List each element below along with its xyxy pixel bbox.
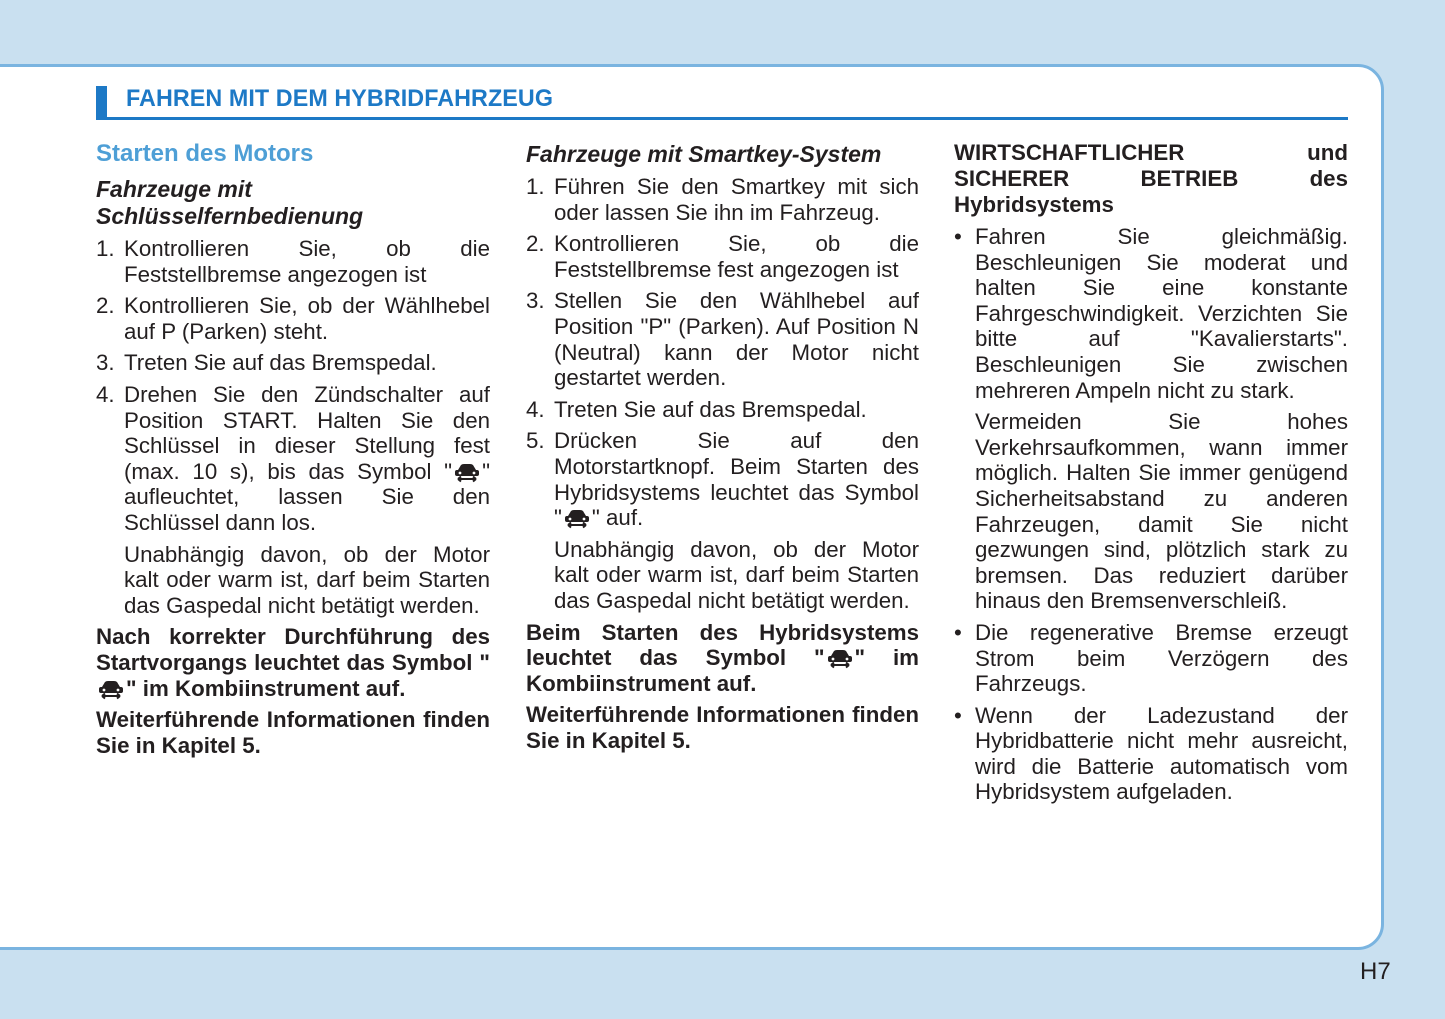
list-item: 4. Treten Sie auf das Bremspedal. (526, 396, 867, 422)
list-item: • Fahren Sie gleichmäßig. Beschleunigen Sie moderat und halten Sie eine konstante Fahrgeschwindigkeit. Verzichten Sie bitte auf "Kavalierstarts". Beschleunigen Sie zwischen mehreren Ampeln nicht zu stark. (954, 224, 1348, 403)
hybrid-ready-car-icon (825, 647, 855, 669)
column-left (96, 140, 490, 764)
economy-bullets-more (954, 620, 1348, 805)
hybrid-ready-car-icon (562, 507, 592, 529)
list-item: 2. Kontrollieren Sie, ob die Feststellbremse fest angezogen ist (526, 231, 919, 282)
bold-paragraph: Beim Starten des Hybridsystems leuchtet das Symbol " " im Kombiinstrument auf. (526, 619, 919, 696)
list-item: • Wenn der Ladezustand der Hybridbatterie nicht mehr ausreicht, wird die Batterie automatisch vom Hybridsystem aufgeladen. (954, 702, 1348, 805)
column-right (954, 140, 1348, 811)
note-paragraph: Unabhängig davon, ob der Motor kalt oder warm ist, darf beim Starten das Gaspedal nicht betätigt werden. (554, 536, 919, 613)
start-steps-list (96, 236, 490, 536)
bold-paragraph: Nach korrekter Durchführung des Startvorgangs leuchtet das Symbol "" im Kombiinstrument auf. (96, 624, 490, 701)
section-title: Starten des Motors (96, 140, 314, 167)
list-item: 2. Kontrollieren Sie, ob der Wählhebel auf P (Parken) steht. (96, 293, 490, 344)
list-item: 5. Drücken Sie auf den Motorstartknopf. Beim Starten des Hybridsystems leuchtet das Symbol " " auf. (526, 428, 919, 531)
hybrid-ready-car-icon (452, 461, 482, 483)
page-number: H7 (1360, 958, 1391, 985)
column-middle (526, 140, 919, 759)
economy-heading: WIRTSCHAFTLICHER und SICHERER BETRIEB des Hybridsystems (954, 140, 1348, 217)
note-paragraph: Vermeiden Sie hohes Verkehrsaufkommen, wann immer möglich. Halten Sie immer genügend Sicherheitsabstand zu anderen Fahrzeugen, damit Sie nicht gezwungen sind, plötzlich stark zu bremsen. Das reduziert darüber hinaus den Bremsenverschleiß. (975, 409, 1348, 614)
reference-paragraph: Weiterführende Informationen finden Sie in Kapitel 5. (96, 707, 490, 758)
economy-bullets (954, 224, 1348, 403)
note-paragraph: Unabhängig davon, ob der Motor kalt oder warm ist, darf beim Starten das Gaspedal nicht betätigt werden. (124, 541, 490, 618)
smartkey-steps-list (526, 174, 919, 531)
reference-paragraph: Weiterführende Informationen finden Sie in Kapitel 5. (526, 702, 919, 753)
list-item: 4. Drehen Sie den Zündschalter auf Position START. Halten Sie den Schlüssel in dieser Stellung fest (max. 10 s), bis das Symbol " " aufleuchtet, lassen Sie den Schlüssel dann los. (96, 381, 490, 535)
header-accent-bar (96, 86, 107, 117)
hybrid-ready-car-icon (96, 678, 126, 700)
subhead-key-remote: Fahrzeuge mit Schlüsselfernbedienung (96, 176, 364, 229)
subhead-smartkey: Fahrzeuge mit Smartkey-System (526, 141, 882, 167)
list-item: 3. Treten Sie auf das Bremspedal. (96, 350, 437, 376)
list-item: 1. Führen Sie den Smartkey mit sich oder lassen Sie ihn im Fahrzeug. (526, 174, 919, 225)
list-item: 1. Kontrollieren Sie, ob die Feststellbremse angezogen ist (96, 236, 490, 287)
chapter-title: FAHREN MIT DEM HYBRIDFAHRZEUG (126, 85, 554, 112)
list-item: • Die regenerative Bremse erzeugt Strom beim Verzögern des Fahrzeugs. (954, 619, 1348, 697)
chapter-header (96, 86, 1348, 120)
list-item: 3. Stellen Sie den Wählhebel auf Position "P" (Parken). Auf Position N (Neutral) kann der Motor nicht gestartet werden. (526, 288, 919, 391)
